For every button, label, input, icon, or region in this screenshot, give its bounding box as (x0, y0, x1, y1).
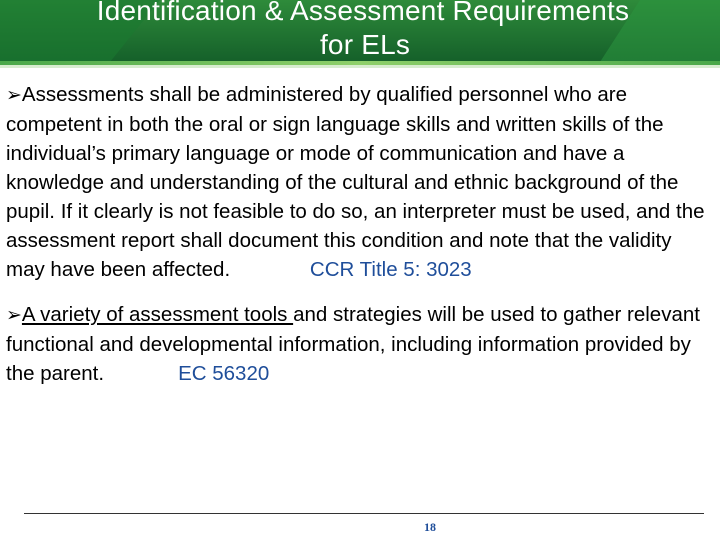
title-line-2: for ELs (319, 29, 411, 60)
bullet-2-text: and strategies will be used to gather relevant functional and developmental information, including information provided by the parent. (6, 303, 700, 385)
title-line-1: Identification & Assessment Requirements (96, 0, 630, 26)
bullet-2-citation: EC 56320 (178, 362, 270, 385)
bullet-1 (6, 80, 706, 284)
title-banner (0, 0, 720, 68)
arrow-bullet-icon: ➢ (6, 304, 22, 326)
arrow-bullet-icon: ➢ (6, 84, 22, 106)
bullet-2-underlined: A variety of assessment tools (21, 303, 294, 326)
page-number: 18 (424, 520, 436, 534)
slide-body (6, 80, 706, 404)
slide-title (0, 0, 720, 62)
bullet-2 (6, 300, 706, 388)
bullet-1-text: Assessments shall be administered by qualified personnel who are competent in both the oral or sign language skills and written skills of the individual’s primary language or mode of communication and have a knowledge and understanding of the cultural and ethnic background of the pupil. If it clearly is not feasible to do so, an interpreter must be used, and the assessment report shall document this condition and note that the validity may have been affected. (6, 83, 705, 281)
bullet-1-citation: CCR Title 5: 3023 (309, 258, 472, 281)
footer-divider (24, 513, 704, 514)
